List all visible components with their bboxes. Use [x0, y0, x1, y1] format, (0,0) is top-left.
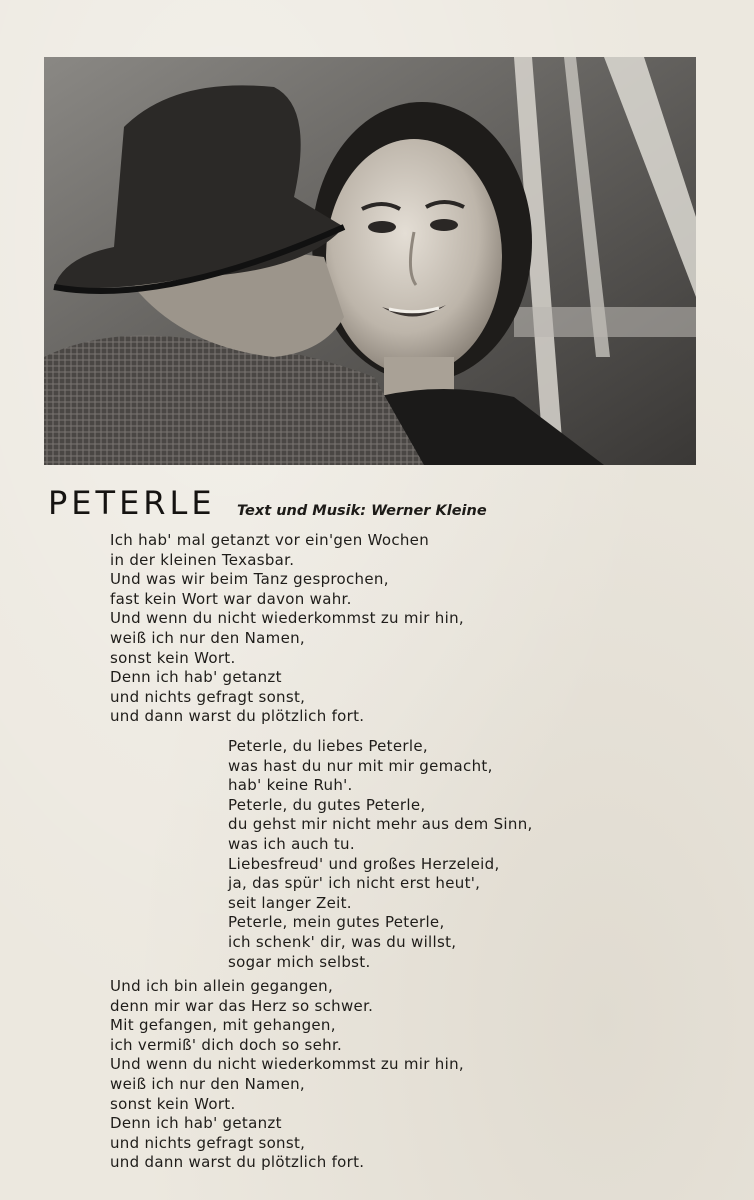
verse-line: in der kleinen Texasbar.: [110, 550, 295, 569]
verse-line: weiß ich nur den Namen,: [110, 628, 305, 647]
chorus-line: sogar mich selbst.: [228, 952, 371, 971]
verse-1: [110, 531, 464, 727]
verse-line: denn mir war das Herz so schwer.: [110, 996, 374, 1015]
verse-line: und dann warst du plötzlich fort.: [110, 1153, 365, 1172]
song-credit: Text und Musik: Werner Kleine: [237, 503, 487, 519]
verse-line: Und was wir beim Tanz gesprochen,: [110, 570, 389, 589]
chorus: [228, 737, 533, 972]
chorus-line: hab' keine Ruh'.: [228, 776, 353, 795]
chorus-line: ich schenk' dir, was du willst,: [228, 932, 457, 951]
verse-line: und nichts gefragt sonst,: [110, 1133, 306, 1152]
title-row: [48, 484, 728, 524]
chorus-line: du gehst mir nicht mehr aus dem Sinn,: [228, 815, 533, 834]
verse-line: sonst kein Wort.: [110, 648, 236, 667]
verse-line: Mit gefangen, mit gehangen,: [110, 1016, 336, 1035]
chorus-line: Peterle, mein gutes Peterle,: [228, 913, 445, 932]
verse-line: Denn ich hab' getanzt: [110, 1114, 282, 1133]
verse-line: und dann warst du plötzlich fort.: [110, 707, 365, 726]
verse-line: Und ich bin allein gegangen,: [110, 977, 334, 995]
chorus-line: was hast du nur mit mir gemacht,: [228, 756, 493, 775]
verse-line: Und wenn du nicht wiederkommst zu mir hin,: [110, 609, 464, 628]
verse-line: ich vermiß' dich doch so sehr.: [110, 1035, 343, 1054]
verse-line: Denn ich hab' getanzt: [110, 668, 282, 687]
film-still-photo: [44, 57, 696, 465]
verse-line: Ich hab' mal getanzt vor ein'gen Wochen: [110, 531, 430, 549]
chorus-line: was ich auch tu.: [228, 834, 355, 853]
verse-line: sonst kein Wort.: [110, 1094, 236, 1113]
chorus-line: ja, das spür' ich nicht erst heut',: [228, 874, 481, 893]
verse-line: Und wenn du nicht wiederkommst zu mir hin,: [110, 1055, 464, 1074]
verse-line: und nichts gefragt sonst,: [110, 687, 306, 706]
song-title: PETERLE: [48, 484, 216, 522]
verse-line: weiß ich nur den Namen,: [110, 1074, 305, 1093]
couple-photo-illustration: [44, 57, 696, 465]
verse-line: fast kein Wort war davon wahr.: [110, 589, 352, 608]
chorus-line: Peterle, du liebes Peterle,: [228, 737, 428, 755]
chorus-line: seit langer Zeit.: [228, 893, 352, 912]
verse-2: [110, 977, 464, 1173]
chorus-line: Peterle, du gutes Peterle,: [228, 795, 426, 814]
chorus-line: Liebesfreud' und großes Herzeleid,: [228, 854, 500, 873]
